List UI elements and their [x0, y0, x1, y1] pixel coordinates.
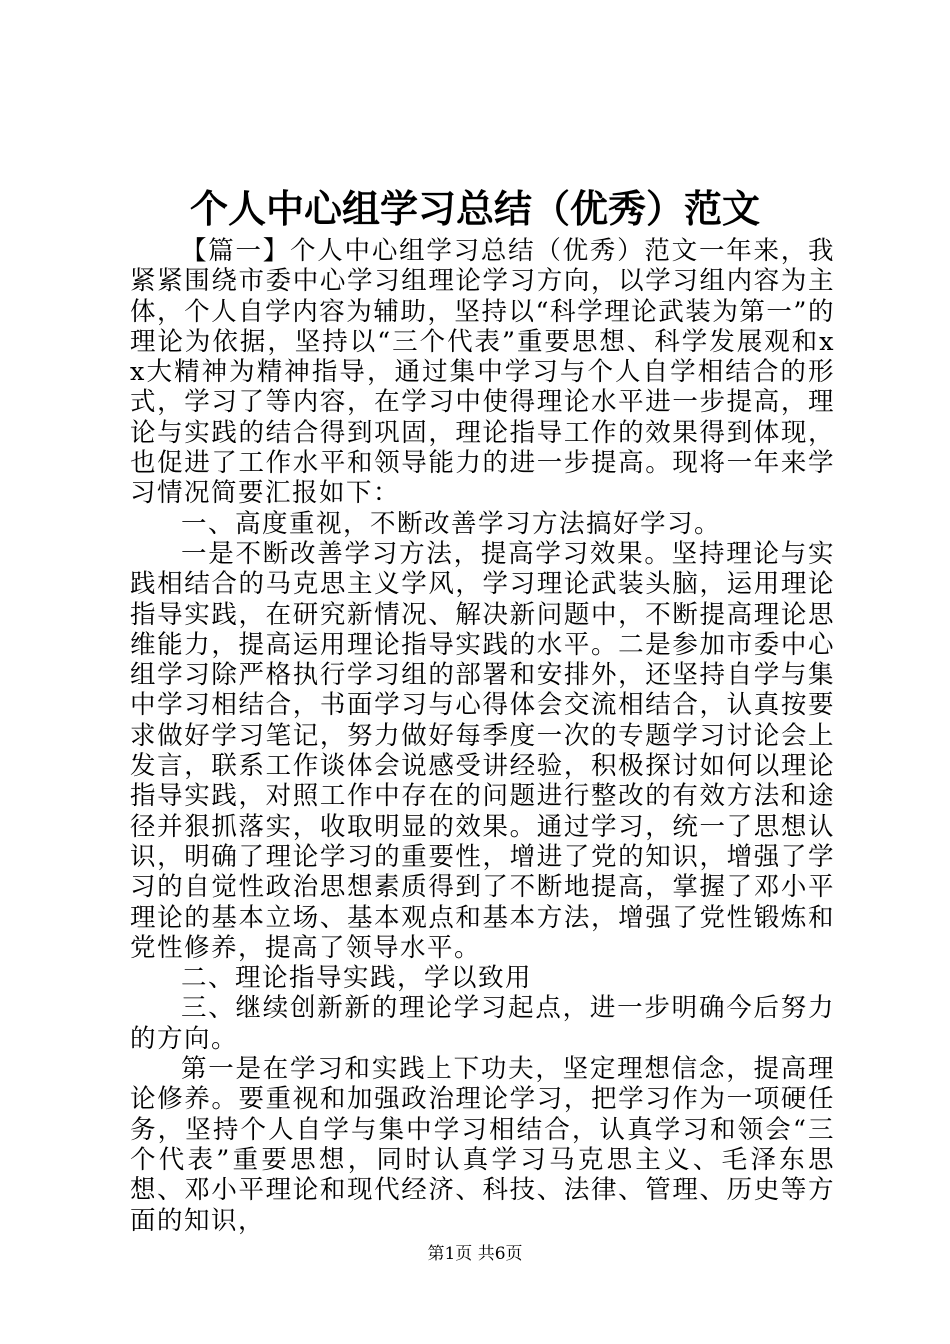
page-footer: 第1页 共6页: [427, 1244, 523, 1264]
document-title: 个人中心组学习总结（优秀）范文: [189, 186, 760, 231]
document-body: [130, 236, 835, 1236]
paragraph-section-1-content: 一是不断改善学习方法，提高学习效果。坚持理论与实践相结合的马克思主义学风，学习理论武装头脑，运用理论指导实践，在研究新情况、解决新问题中，不断提高理论思维能力，提高运用理论指导实践的水平。二是参加市委中心组学习除严格执行学习组的部署和安排外，还坚持自学与集中学习相结合，书面学习与心得体会交流相结合，认真按要求做好学习笔记，努力做好每季度一次的专题学习讨论会上发言，联系工作谈体会说感受讲经验，积极探讨如何以理论指导实践，对照工作中存在的问题进行整改的有效方法和途径并狠抓落实，收取明显的效果。通过学习，统一了思想认识，明确了理论学习的重要性，增进了党的知识，增强了学习的自觉性政治思想素质得到了不断地提高，掌握了邓小平理论的基本立场、基本观点和基本方法，增强了党性锻炼和党性修养，提高了领导水平。: [130, 538, 835, 963]
paragraph-section-3-heading: 三、继续创新新的理论学习起点，进一步明确今后努力的方向。: [130, 993, 835, 1054]
paragraph-section-1-heading: 一、高度重视，不断改善学习方法搞好学习。: [181, 508, 722, 539]
paragraph-section-2-heading: 二、理论指导实践，学以致用: [181, 963, 533, 994]
paragraph-section-3-content: 第一是在学习和实践上下功夫，坚定理想信念，提高理论修养。要重视和加强政治理论学习，把学习作为一项硬任务，坚持个人自学与集中学习相结合，认真学习和领会“三个代表”重要思想，同时认真学习马克思主义、毛泽东思想、邓小平理论和现代经济、科技、法律、管理、历史等方面的知识，: [130, 1054, 835, 1236]
paragraph-intro: 【篇一】个人中心组学习总结（优秀）范文一年来，我紧紧围绕市委中心学习组理论学习方向，以学习组内容为主体，个人自学内容为辅助，坚持以“科学理论武装为第一”的理论为依据，坚持以“三个代表”重要思想、科学发展观和xx大精神为精神指导，通过集中学习与个人自学相结合的形式，学习了等内容，在学习中使得理论水平进一步提高，理论与实践的结合得到巩固，理论指导工作的效果得到体现，也促进了工作水平和领导能力的进一步提高。现将一年来学习情况简要汇报如下：: [130, 236, 835, 509]
